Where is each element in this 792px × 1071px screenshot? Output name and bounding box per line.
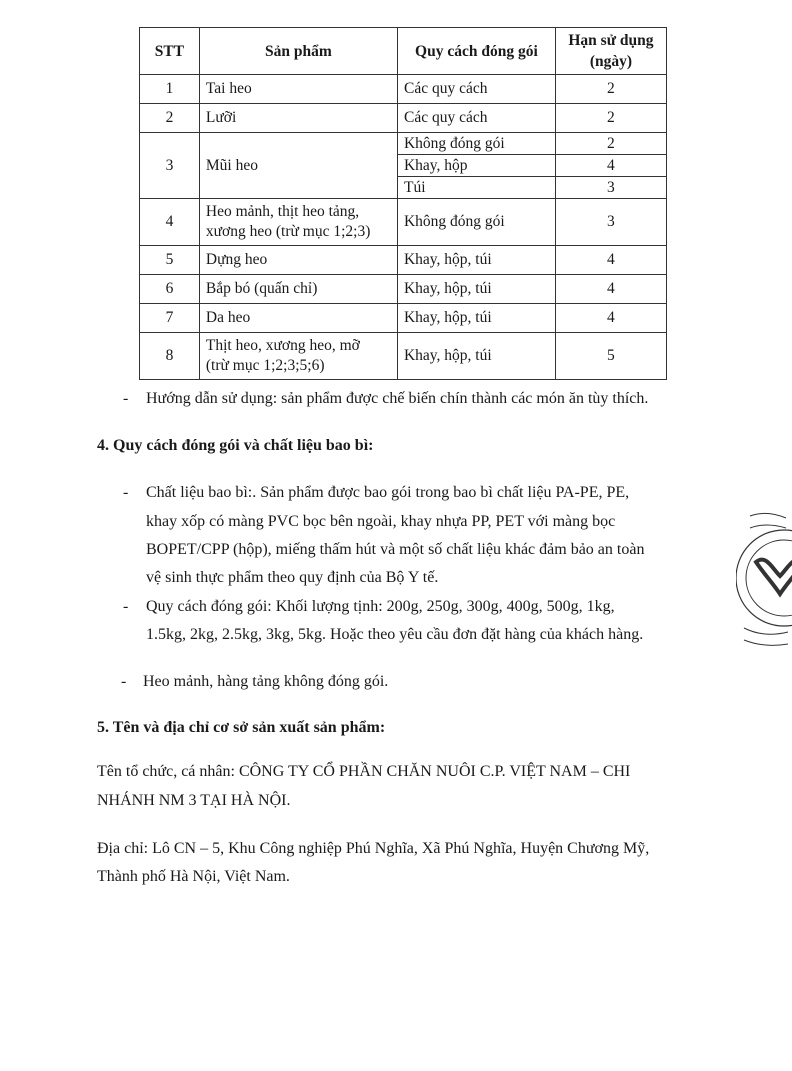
cell-packaging: Các quy cách: [397, 75, 555, 104]
cell-stt: 5: [140, 246, 200, 275]
cell-days: 2: [555, 133, 666, 155]
cell-stt: 6: [140, 275, 200, 304]
cell-packaging: Khay, hộp, túi: [397, 246, 555, 275]
cell-product: Da heo: [199, 304, 397, 333]
org-line-1: Tên tổ chức, cá nhân: CÔNG TY CỔ PHẦN CHĂN NUÔI C.P. VIỆT NAM – CHI: [97, 763, 631, 780]
cell-days: 2: [555, 104, 666, 133]
table-row: [140, 104, 667, 133]
bullet-dash: -: [123, 598, 129, 615]
cell-packaging: Khay, hộp, túi: [397, 304, 555, 333]
company-seal-icon: [736, 498, 792, 648]
material-line-4: vệ sinh thực phẩm theo quy định của Bộ Y tế.: [146, 569, 439, 586]
address-line-2: Thành phố Hà Nội, Việt Nam.: [97, 868, 290, 885]
spec-line-2: 1.5kg, 2kg, 2.5kg, 3kg, 5kg. Hoặc theo yêu cầu đơn đặt hàng của khách hàng.: [146, 626, 644, 643]
header-stt: STT: [140, 28, 200, 75]
header-product: Sản phẩm: [199, 28, 397, 75]
section-5-heading: 5. Tên và địa chỉ cơ sở sản xuất sản phẩm:: [97, 719, 386, 736]
cell-packaging: Khay, hộp: [397, 155, 555, 177]
cell-packaging: Các quy cách: [397, 104, 555, 133]
cell-stt: 3: [140, 133, 200, 199]
cell-packaging: Khay, hộp, túi: [397, 333, 555, 380]
table-row: [140, 333, 667, 380]
cell-product: [199, 333, 397, 380]
cell-stt: 2: [140, 104, 200, 133]
table-row: [140, 75, 667, 104]
cell-product: Bắp bó (quấn chỉ): [199, 275, 397, 304]
cell-stt: 1: [140, 75, 200, 104]
usage-text: Hướng dẫn sử dụng: sản phẩm được chế biến chín thành các món ăn tùy thích.: [146, 390, 649, 407]
table-row: [140, 199, 667, 246]
table-header-row: [140, 28, 667, 75]
cell-product: Lưỡi: [199, 104, 397, 133]
cell-packaging: Không đóng gói: [397, 199, 555, 246]
material-line-3: BOPET/CPP (hộp), miếng thấm hút và một số chất liệu khác đảm bảo an toàn: [146, 541, 645, 558]
cell-days: 2: [555, 75, 666, 104]
cell-stt: 4: [140, 199, 200, 246]
cell-product-line2: xương heo (trừ mục 1;2;3): [205, 223, 371, 240]
cell-product-line2: (trừ mục 1;2;3;5;6): [205, 357, 325, 374]
cell-product: Mũi heo: [199, 133, 397, 199]
cell-product: Dựng heo: [199, 246, 397, 275]
address-line-1: Địa chỉ: Lô CN – 5, Khu Công nghiệp Phú Nghĩa, Xã Phú Nghĩa, Huyện Chương Mỹ,: [97, 840, 650, 857]
cell-stt: 8: [140, 333, 200, 380]
bullet-dash: -: [123, 484, 129, 501]
bullet-dash: -: [121, 673, 127, 690]
cell-days: 4: [555, 275, 666, 304]
cell-product: Tai heo: [199, 75, 397, 104]
cell-product-line1: Heo mảnh, thịt heo tảng,: [205, 203, 360, 220]
table-row: [140, 246, 667, 275]
material-line-1: Chất liệu bao bì:. Sản phẩm được bao gói trong bao bì chất liệu PA-PE, PE,: [146, 484, 630, 501]
material-line-2: khay xốp có màng PVC bọc bên ngoài, khay nhựa PP, PET với màng bọc: [146, 513, 616, 530]
cell-days: 4: [555, 246, 666, 275]
cell-product: [199, 199, 397, 246]
header-shelf-life: [555, 28, 666, 75]
header-shelf-life-line1: Hạn sử dụng: [568, 32, 654, 49]
cell-packaging: Túi: [397, 177, 555, 199]
cell-days: 3: [555, 177, 666, 199]
bullet-dash: -: [123, 390, 129, 407]
cell-packaging: Không đóng gói: [397, 133, 555, 155]
header-shelf-life-line2: (ngày): [589, 53, 633, 70]
cell-days: 4: [555, 155, 666, 177]
cell-stt: 7: [140, 304, 200, 333]
cell-packaging: Khay, hộp, túi: [397, 275, 555, 304]
cell-days: 4: [555, 304, 666, 333]
spec-line-1: Quy cách đóng gói: Khối lượng tịnh: 200g, 250g, 300g, 400g, 500g, 1kg,: [146, 598, 615, 615]
table-row: [140, 133, 667, 155]
cell-days: 5: [555, 333, 666, 380]
packaging-note: Heo mảnh, hàng tảng không đóng gói.: [143, 673, 389, 690]
cell-days: 3: [555, 199, 666, 246]
table-row: [140, 304, 667, 333]
header-packaging: Quy cách đóng gói: [397, 28, 555, 75]
cell-product-line1: Thịt heo, xương heo, mỡ: [205, 337, 360, 354]
product-table: [139, 27, 667, 380]
section-4-heading: 4. Quy cách đóng gói và chất liệu bao bì:: [97, 437, 374, 454]
org-line-2: NHÁNH NM 3 TẠI HÀ NỘI.: [97, 792, 291, 809]
table-row: [140, 275, 667, 304]
